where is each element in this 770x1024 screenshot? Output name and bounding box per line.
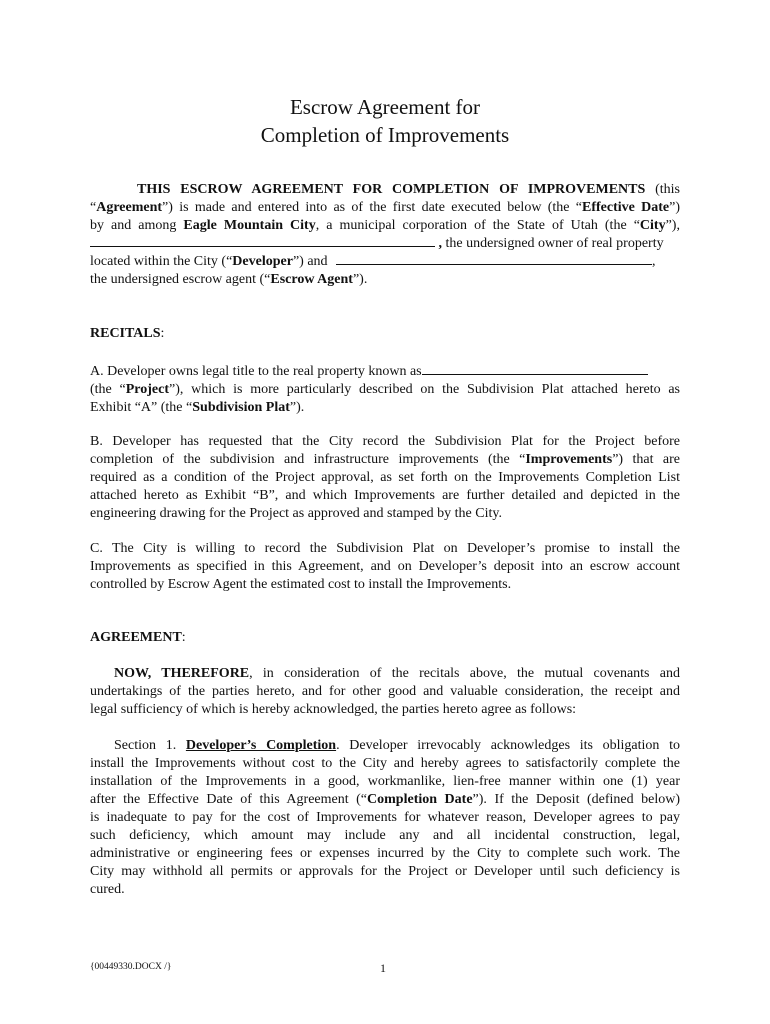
section-1-line-9: cured. [90, 882, 125, 897]
intro-line-4: , the undersigned owner of real property [90, 235, 680, 253]
section-1-line-4: after the Effective Date of this Agreement (“Completion Date”). If the Deposit (defined below) [90, 792, 681, 807]
intro-line-1: THIS ESCROW AGREEMENT FOR COMPLETION OF IMPROVEMENTS (this [137, 182, 681, 197]
owner-name-blank[interactable] [90, 235, 435, 247]
intro-line-3: by and among Eagle Mountain City, a municipal corporation of the State of Utah (the “City”), [90, 218, 680, 233]
page-number: 1 [380, 961, 386, 975]
recital-b [90, 433, 680, 523]
section-1-line-3: installation of the Improvements in a good, workmanlike, lien-free manner within one (1) year [90, 774, 680, 789]
recital-b-line-3: required as a condition of the Project approval, as set forth on the Improvements Completion List [90, 470, 680, 485]
now-therefore-paragraph [90, 665, 680, 719]
footer-document-code: {00449330.DOCX /} [90, 962, 172, 972]
recital-a-line-2: (the “Project”), which is more particularly described on the Subdivision Plat attached hereto as [90, 382, 681, 397]
escrow-agent-blank[interactable] [336, 253, 652, 265]
recital-a-line-3: Exhibit “A” (the “Subdivision Plat”). [90, 400, 305, 415]
recital-c-line-2: Improvements as specified in this Agreement, and on Developer’s deposit into an escrow account [90, 559, 680, 574]
section-1-line-6: such deficiency, which amount may include any and all incidental construction, legal, [90, 828, 680, 843]
recital-b-line-1: B. Developer has requested that the City record the Subdivision Plat for the Project before [90, 434, 680, 449]
recital-c [90, 540, 680, 594]
property-name-blank[interactable] [422, 363, 648, 375]
section-1-line-1: Section 1. Developer’s Completion. Developer irrevocably acknowledges its obligation to [114, 738, 680, 753]
recital-c-line-3: controlled by Escrow Agent the estimated cost to install the Improvements. [90, 577, 512, 592]
section-1-line-5: is inadequate to pay for the cost of Improvements for whatever reason, Developer agrees to pay [90, 810, 680, 825]
intro-paragraph [90, 181, 680, 289]
section-1-line-8: City may withhold all permits or approvals for the Project or Developer until such deficiency is [90, 864, 680, 879]
recital-b-line-5: engineering drawing for the Project as approved and stamped by the City. [90, 506, 502, 521]
now-therefore-line-1: NOW, THEREFORE, in consideration of the recitals above, the mutual covenants and [114, 666, 680, 681]
recital-b-line-2: completion of the subdivision and infrastructure improvements (the “Improvements”) that are [90, 452, 680, 467]
intro-line-6: the undersigned escrow agent (“Escrow Agent”). [90, 272, 368, 287]
recital-a [90, 363, 680, 417]
document-title-line-2: Completion of Improvements [260, 123, 510, 147]
now-therefore-line-2: undertakings of the parties hereto, and for other good and valuable consideration, the receipt and [90, 684, 680, 699]
now-therefore-line-3: legal sufficiency of which is hereby acknowledged, the parties hereto agree as follows: [90, 702, 577, 717]
section-1-line-7: administrative or engineering fees or expenses incurred by the City to complete such work. The [90, 846, 680, 861]
recitals-heading: RECITALS: [90, 326, 165, 341]
section-1-line-2: install the Improvements without cost to the City and hereby agrees to satisfactorily complete the [90, 756, 680, 771]
intro-line-2: “Agreement”) is made and entered into as of the first date executed below (the “Effective Date”) [90, 200, 681, 215]
intro-line-5: located within the City (“Developer”) and , [90, 254, 656, 269]
agreement-heading: AGREEMENT: [90, 630, 186, 645]
recital-a-line-1: A. Developer owns legal title to the real property known as [90, 363, 680, 381]
recital-c-line-1: C. The City is willing to record the Subdivision Plat on Developer’s promise to install the [90, 541, 680, 556]
document-title-line-1: Escrow Agreement for [289, 95, 481, 119]
recital-b-line-4: attached hereto as Exhibit “B”, and which Improvements are further detailed and depicted in the [90, 488, 680, 503]
section-1 [90, 737, 680, 899]
